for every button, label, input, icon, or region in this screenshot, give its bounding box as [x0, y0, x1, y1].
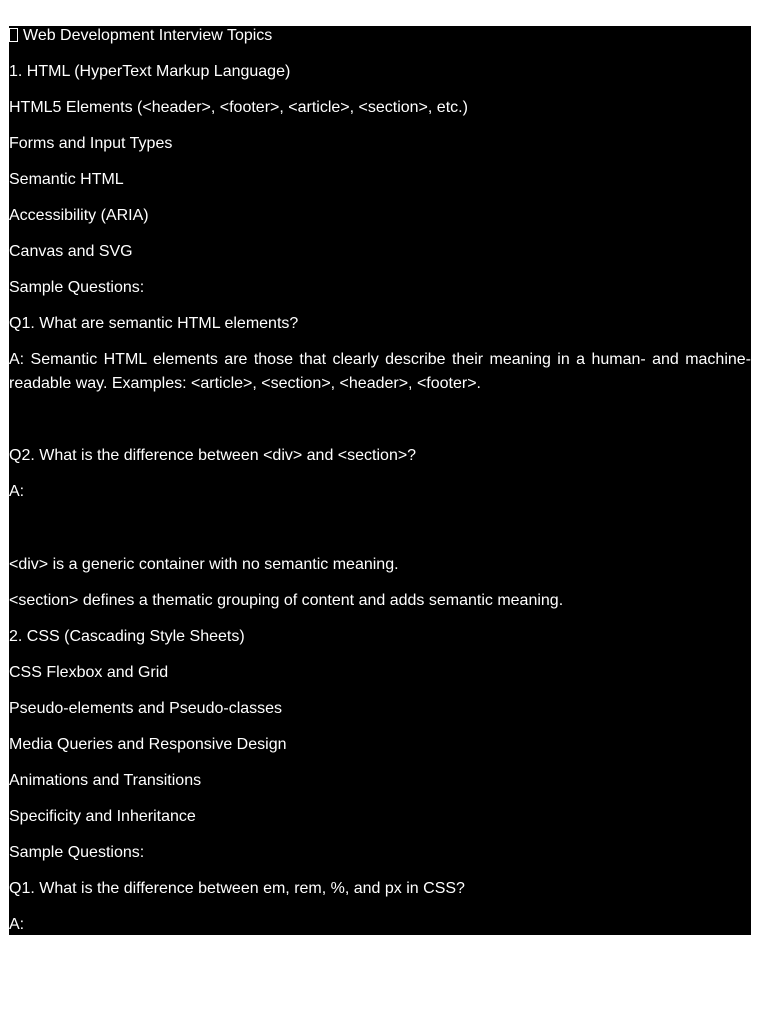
question-text: Q1. What are semantic HTML elements?	[9, 315, 299, 332]
sample-questions-label: Sample Questions:	[9, 279, 145, 296]
topic-item: HTML5 Elements (<header>, <footer>, <article>, <section>, etc.)	[9, 99, 468, 116]
section-heading-html: 1. HTML (HyperText Markup Language)	[9, 63, 291, 80]
answer-text: <div> is a generic container with no semantic meaning.	[9, 556, 399, 573]
topic-item: CSS Flexbox and Grid	[9, 664, 169, 681]
answer-label: A:	[9, 483, 25, 500]
missing-glyph-icon	[9, 28, 18, 42]
section-heading-css: 2. CSS (Cascading Style Sheets)	[9, 628, 245, 645]
topic-item: Canvas and SVG	[9, 243, 133, 260]
topic-item: Pseudo-elements and Pseudo-classes	[9, 700, 283, 717]
answer-text: A: Semantic HTML elements are those that clearly describe their meaning in a human- and machine-readable way. Examples: <article>, <section>, <header>, <footer>.	[9, 351, 751, 392]
question-text: Q2. What is the difference between <div> and <section>?	[9, 447, 417, 464]
answer-text: <section> defines a thematic grouping of content and adds semantic meaning.	[9, 592, 564, 609]
answer-label: A:	[9, 916, 25, 933]
topic-item: Media Queries and Responsive Design	[9, 736, 287, 753]
topic-item: Forms and Input Types	[9, 135, 173, 152]
question-text: Q1. What is the difference between em, rem, %, and px in CSS?	[9, 880, 465, 897]
topic-item: Accessibility (ARIA)	[9, 207, 149, 224]
topic-item: Animations and Transitions	[9, 772, 202, 789]
topic-item: Specificity and Inheritance	[9, 808, 196, 825]
sample-questions-label: Sample Questions:	[9, 844, 145, 861]
document-text-block	[9, 26, 751, 935]
document-title-line	[9, 26, 751, 48]
document-title: Web Development Interview Topics	[23, 27, 273, 44]
topic-item: Semantic HTML	[9, 171, 124, 188]
